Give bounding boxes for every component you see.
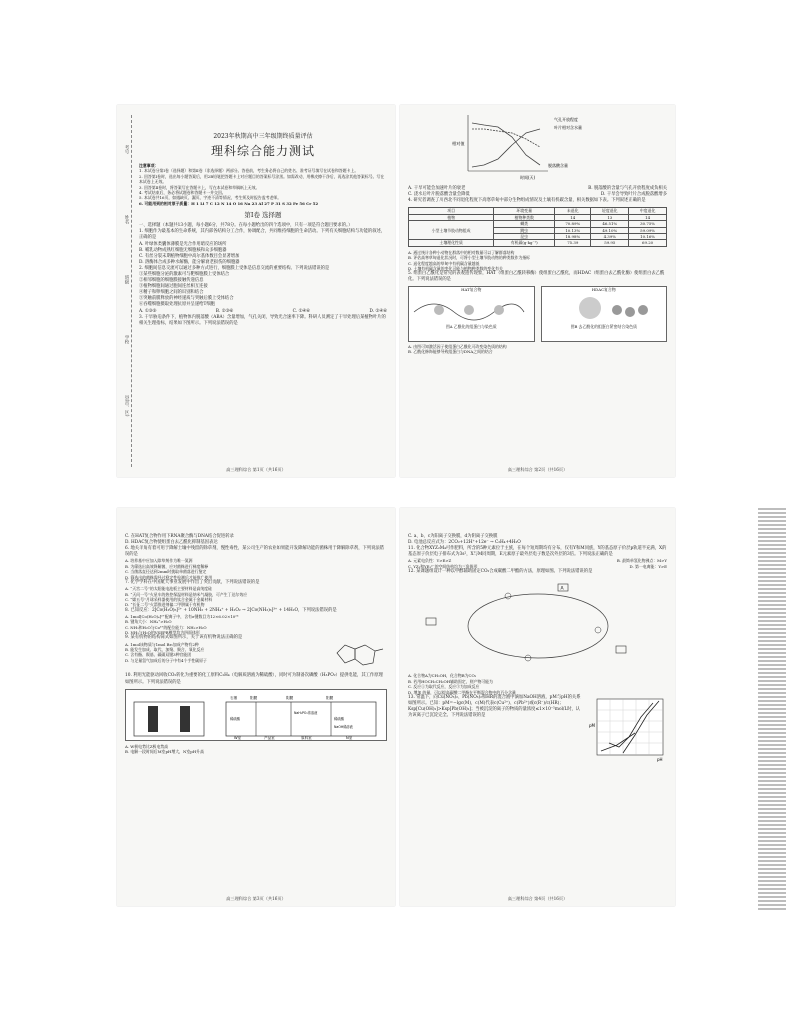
q7-option-c: C. “嫦五号”月球采样器使用的钛合金属于金属材料 <box>125 596 213 602</box>
table-cell: 螨类 <box>494 221 555 227</box>
table-header-cell: 中度退化 <box>629 208 667 214</box>
q3-option-c: C. 浇水后叶片脱落酸含量会降低 <box>408 192 470 198</box>
fig-label: 阳膜 <box>250 695 258 700</box>
question-8: 8. 已知反应：2[Co(H₂O)₆]²⁺ + 10NH₃ + 2NH₄⁺ + H₂O₂ → 2[Co(NH₃)₆]³⁺ + 14H₂O，下列说法错误的是 <box>125 607 337 613</box>
table-cell: 13 <box>591 214 629 220</box>
side-label-exam-no: 考号 <box>124 145 129 154</box>
exam-page-3 <box>117 508 395 906</box>
table-cell: 有机碳(g·kg⁻¹) <box>494 240 555 246</box>
notice-1: 1. 本试卷分第Ⅰ卷（选择题）和第Ⅱ卷（非选择题）两部分。答卷前，考生务必将自己的姓名、准考证号填写在试卷和答题卡上。 <box>139 168 359 174</box>
q10-option-c: C. a、b、c为阳离子交换膜，d为阴离子交换膜 <box>408 534 498 539</box>
q2-item-5: ⑤突触前膜释放的神经递质与突触后膜上受体结合 <box>139 296 234 302</box>
bond-line <box>375 649 383 651</box>
fig-label: 原料室 <box>301 735 312 740</box>
q9-structure-diagram <box>327 635 387 673</box>
fig-label: 阴膜 <box>286 695 294 700</box>
histone-shape <box>464 305 474 315</box>
table-cell: 土壤理化性质 <box>409 240 494 246</box>
q3-line-chart <box>408 109 667 183</box>
exam-title: 理科综合能力测试 <box>210 144 315 158</box>
q9-text-column <box>117 635 327 673</box>
q6-option-a: A. 培养基中应加入除草剂作为唯一氮源 <box>125 558 193 564</box>
electrolysis-cell <box>226 702 376 736</box>
ce-catalyst <box>505 593 511 599</box>
page-footer: 高三理科综合 第2页（共16页） <box>507 467 568 472</box>
histone-shape <box>612 305 622 315</box>
binding-line <box>131 115 132 467</box>
q6-option-d: D. 筛选出的菌株需经过稳定性检测后才能推广使用 <box>125 574 213 580</box>
ring-shape <box>355 645 375 665</box>
q2-option-c: C. ①④⑥ <box>292 308 311 314</box>
table-cell: 59.09% <box>629 227 667 233</box>
chart-xlabel: pH <box>657 756 663 762</box>
box-b <box>426 618 436 625</box>
question-13: 13. 常温下，向Cu(NO₃)₂、Pb(NO₃)₂和HR的混合液中滴加NaOH溶液，pM与pH的关系如图所示。已知：pM=−lgc(M)，c(M)代表c(Cu²⁺)、c(Pb²⁺)或c(R⁻)/c(HR)；Ksp[Cu(OH)₂]>Ksp[Pb(OH)₂]；当被沉淀的离子的物质的量浓度≤1×10⁻⁵mol/L时，认为该离子已沉淀完全。下列说法错误的是 <box>408 694 581 719</box>
table-header-cell: 环境变量 <box>494 208 555 214</box>
histone-shape <box>434 305 444 315</box>
legend-aba: 脱落酸含量 <box>548 163 568 168</box>
table-cell: 75.39 <box>555 240 591 246</box>
q5-option-c: C. 在HAT复合物作用下RNA聚合酶与DNA结合促进转录 <box>125 534 234 539</box>
fig-label: N室 <box>346 735 353 740</box>
legend-stomata: 气孔开放程度 <box>554 117 578 122</box>
answer-grid-strip <box>758 506 786 910</box>
fig-label: 稀硫酸 <box>230 716 241 721</box>
legend-water: 叶片相对含水量 <box>554 125 582 130</box>
table-header-cell: 项目 <box>409 208 494 214</box>
figure-b-svg <box>542 292 662 324</box>
q4-option-c: C. 退化程度越高的草甸中有机碳含量越低 <box>408 260 480 266</box>
fig-label: 阳膜 <box>326 695 334 700</box>
figure-a-caption: 图A 乙酰化的组蛋白与染色质 <box>445 323 497 329</box>
notice-4: 4. 考试结束后，务必将试题卷和答题卡一并交回。 <box>139 190 226 196</box>
q4-option-d: D. 土壤有机碳含量的变化可能与植物种类数的变化有关 <box>408 265 503 271</box>
q12-option-c: C. 反应①为取代反应，反应③为加成反应 <box>408 684 480 690</box>
ce-catalyst <box>595 627 601 633</box>
q7-option-d: D. “长征二号”火箭推进剂偏二甲肼属于有机物 <box>125 602 205 608</box>
q1-option-a: A. 叶绿体类囊体薄膜是光合作用暗反应的场所 <box>139 241 227 247</box>
page-footer: 高三理科综合 第4页（共16页） <box>507 896 568 901</box>
q12-option-d: D. 增加 的量，可以提高碳酸二甲酯在平衡混合物中的百分含量 <box>408 689 516 695</box>
figure-b-caption: 图B 去乙酰化的组蛋白紧密结合染色质 <box>570 323 637 329</box>
q10-option-d: D. 电池总反应式为：2CO₂+12H⁺+12e⁻ → C₂H₄+4H₂O <box>408 540 521 546</box>
q9-option-b: B. 能发生加成、取代、加聚、聚合、氧化反应 <box>125 646 205 652</box>
q3-option-d: D. 干旱会导致叶片合成脱落酸增多 <box>600 192 667 198</box>
fig-label: 产品室 <box>264 735 275 740</box>
table-cell: 4.39% <box>591 233 629 239</box>
q12-reaction-cycle <box>408 578 667 670</box>
q2-option-d: D. ②④⑥ <box>369 308 387 314</box>
chart-ylabel: 相对值 <box>452 141 465 146</box>
q1-option-c: C. 有丝分裂末期植物细胞中高尔基体数目会显著增加 <box>139 253 240 259</box>
notice-3: 3. 回答第Ⅱ卷时，将答案写在答题卡上，写在本试卷和草稿纸上无效。 <box>139 184 260 190</box>
chart-xlabel: 时间(天) <box>520 175 536 180</box>
table-cell: 植物 <box>409 214 494 220</box>
question-6: 6. 地关羊角有着可用于降解土壤中残留的除草剂，慢性毒性，某公司生产的农业如果能开发降解功能的菌株用于降解除草剂，下列说法错误的是 <box>125 546 384 558</box>
figure-b-label: HDAC复合物 <box>591 286 616 292</box>
page-footer: 高三理科综合 第3页（共16页） <box>226 896 286 901</box>
battery-cell <box>134 702 204 736</box>
q4-option-b: B. 评估高寒草甸退化状况时，可将小型土壤节肢动物的种类数作为指标 <box>408 255 531 261</box>
q9-option-c: C. 含有酯、羰基、碳碳双键3种官能团 <box>125 652 192 658</box>
q11-option-b: B. 最简单氢化物沸点：M>Y <box>616 558 667 564</box>
histone-shape <box>494 305 504 315</box>
electrode <box>180 706 190 732</box>
box-a-label: A <box>560 586 564 592</box>
table-cell: 18.98% <box>555 233 591 239</box>
page-footer: 高三理科综合 第1页（共16页） <box>226 467 286 472</box>
q5-figures <box>408 286 667 342</box>
side-label-county: 县(市、区) <box>124 395 129 417</box>
q5-option-b: B. 乙酰化修饰能够导致组蛋白与DNA之间的结合 <box>408 348 493 354</box>
q1-option-d: D. 溶酶体合成多种水解酶，能分解衰老损伤的细胞器 <box>139 259 240 265</box>
table-cell: 59.95 <box>591 240 629 246</box>
side-label-name: 姓名 <box>124 215 129 224</box>
q10-option-b: B. 电解一段时间后M室pH增大，N室pH升高 <box>125 749 204 755</box>
table-cell: 14 <box>555 214 591 220</box>
q3-option-b: B. 脱落酸的含量与气孔开放程度成负相关 <box>588 186 667 191</box>
question-10: 10. 利用光能驱动回收CO₂转化为重要的化工原料C₂H₄（电解质溶液为稀硫酸），同时可为制备次磷酸（H₃PO₂）提供电能，其工作原理如图所示。下列说法错误的是 <box>125 673 383 685</box>
q10-diagram-svg <box>126 690 386 740</box>
q4-table <box>408 207 667 246</box>
figure-b-deacetylation <box>541 286 668 342</box>
q5-option-a: A. 由图可知激活因子使组蛋白乙酰化可改变染色质的结构 <box>408 343 507 349</box>
fig-label: NaH₂PO₂浓溶液 <box>294 710 318 715</box>
exam-page-4 <box>400 508 675 906</box>
section-intro: 一、选择题（本题共13小题，每小题6分，共78分。在每小题给出的四个选项中，只有一项是符合题目要求的。） <box>139 223 353 229</box>
q5-option-d: D. HDAC复合物使组蛋白去乙酰化抑制基因表达 <box>125 540 218 546</box>
q11-option-d: D. 第一电离能：Y>E <box>629 563 667 569</box>
q10-option-a: A. W极电势比Z极电势高 <box>125 743 169 749</box>
question-12: 12. 某课题组设计一种以甲醇辅助固定CO₂合成碳酸二甲酯的方法，原理如图。下列说法错误的是 <box>408 569 593 575</box>
notice-6: 6. 可能用到的相对原子质量：H 1 Li 7 C 12 N 14 O 16 Na 23 Al 27 P 31 S 32 Fe 56 Cr 52 <box>139 200 319 206</box>
table-cell: 小型土壤节肢动物组成 <box>409 221 494 240</box>
figure-a-label: HAT复合物 <box>461 286 482 292</box>
q2-item-3: ③植物细胞间通过胞间连丝相互连接 <box>139 284 208 290</box>
q4-option-a: A. 通过统计各种小动物在群落中的相对数量可以了解群落结构 <box>408 249 515 255</box>
question-9: 9. 某有机物的结构简式如图所示，关于该有机物说法正确的是 <box>125 635 243 641</box>
question-5: 5. 组蛋白乙酰化是常见的表观遗传现象，HAT（组蛋白乙酰转移酶）使组蛋白乙酰化，而HDAC（组蛋白去乙酰化酶）使组蛋白去乙酰化。下列说法错误的是 <box>408 271 665 283</box>
q8-option-a: A. 1mol[Co(H₂O)₆]²⁺配离子中，含有σ键数目为12×6.02×10²³ <box>125 613 239 619</box>
q10-electrolysis-diagram <box>125 689 387 741</box>
question-11: 11. 化合物XYZ₂M₄可作肥料，所含的5种元素位于主族，在每个短周期均有分布，仅有Y和M同族，Y的基态原子价层p轨道半充满，X的基态原子价层电子排布式为3s²，X与M同周期，E元素原子最外层电子数是次外层的3倍。下列说法正确的是 <box>408 546 667 558</box>
fig-label: NaOH稀溶液 <box>334 724 353 729</box>
table-cell: 植物种类数 <box>494 214 555 220</box>
side-label-class: 班级 <box>124 275 129 284</box>
q2-item-2: ②相邻细胞的细胞膜接触传递信息 <box>139 278 204 284</box>
table-cell: 30.75% <box>629 221 667 227</box>
q8-option-d: D. NH₃与H₂O的VSEPR模型均为四面体形 <box>125 630 200 636</box>
q9-option-d: D. 与足量氢气加成后的分子中有4个手性碳原子 <box>125 657 207 663</box>
q11-option-c: C. YZ₂和YE₃²⁻的空间结构均为三角锥形 <box>408 563 478 569</box>
notice-2: 2. 回答第Ⅰ卷时，选出每小题答案后，用2B铅笔把答题卡上对应题目的答案标号涂黑。如需改动，用橡皮擦干净后，再选涂其他答案标号。写在本试卷上无效。 <box>139 173 385 185</box>
q1-option-b: B. 哺乳动物成熟红细胞无细胞核和众多细胞器 <box>139 247 227 253</box>
question-7: 7. 化学学科在中国航天事业发展中作出了突出贡献，下列说法错误的是 <box>125 580 260 585</box>
table-header-cell: 轻度退化 <box>591 208 629 214</box>
table-cell: 跳虫 <box>494 227 555 233</box>
q2-option-b: B. ②③⑥ <box>215 308 234 314</box>
q6-option-c: C. 当菌落直径达到2mm时挑取单菌落进行鉴定 <box>125 569 207 575</box>
table-header-cell: 未退化 <box>555 208 591 214</box>
q7-option-b: B. “天问一号”火星车的热控保温材料是纳米气凝胶，可产生丁达尔效应 <box>125 591 248 597</box>
q3-option-a: A. 干旱可能会加速叶片的衰老 <box>408 186 466 191</box>
q8-option-b: B. 键角大小：NH₄⁺>H₂O <box>125 619 172 625</box>
exam-page-1 <box>117 105 395 477</box>
table-cell: 69.20 <box>629 240 667 246</box>
table-cell: 10.16% <box>629 233 667 239</box>
q13-block <box>400 695 675 763</box>
table-cell: 昆虫 <box>494 233 555 239</box>
side-label-school: 学校 <box>124 335 129 344</box>
box-c <box>616 646 626 653</box>
figure-a-acetylation <box>408 286 535 342</box>
question-4: 4. 研究者调查了川西北不同退化程度下高寒草甸中部分生物组成情况及土壤有机碳含量，相关数据如下表。下列叙述正确的是 <box>408 198 646 204</box>
notice-title: 注意事项： <box>139 163 159 168</box>
q2-item-6: ⑥吞噬细胞摄取处理抗原并呈递给T细胞 <box>139 302 215 308</box>
chart-ylabel: pM <box>589 722 595 728</box>
q7-option-a: A. “天宫二号”的太阳能电池板主要材料是高纯度硅 <box>125 586 213 592</box>
q2-item-1: ①某些细胞分泌的激素可与靶细胞膜上受体结合 <box>139 272 230 277</box>
question-1: 1. 细胞作为最基本的生命系统，其内部各结构分工合作，协调配合，共同维持细胞的生命活动。下列有关细胞结构与功能的叙述，正确的是 <box>139 229 386 241</box>
cycle-ellipse <box>468 594 608 658</box>
q11-option-a: A. 元素电负性：Y>E>Z <box>408 558 452 564</box>
q12-option-a: A. 化合物A为CH₃OH，化合物B为CO₂ <box>408 673 477 679</box>
fig-label: W室 <box>234 735 242 740</box>
table-cell: 46.51% <box>591 221 629 227</box>
table-cell: 14 <box>629 214 667 220</box>
q2-option-a: A. ①③⑤ <box>139 308 157 314</box>
q3-chart-svg <box>408 109 667 183</box>
table-cell: 70.89% <box>555 221 591 227</box>
q9-block <box>117 635 395 673</box>
q8-option-c: C. NH₃和H₂O与Co³⁺的配位能力：NH₃>H₂O <box>125 624 207 630</box>
aba-series-line <box>472 129 540 167</box>
q2-item-4: ④精子和卵细胞之间的识别和结合 <box>139 290 204 296</box>
q12-cycle-svg <box>408 578 667 670</box>
histone-shape <box>625 307 635 317</box>
hdac-shape <box>579 297 601 319</box>
histone-shape <box>638 305 648 315</box>
ring-shape <box>337 645 355 663</box>
exam-page-2 <box>400 105 675 477</box>
question-3: 3. 干旱胁迫条件下，植物体内脱落酸（ABA）含量增加，气孔关闭，导致光合速率下降。科研人员测定了干旱处理后某植物叶片的相关生理指标，结果如下图所示。下列说法错误的是 <box>139 314 386 326</box>
question-2: 2. 细胞间信息交流可以通过多种方式进行，细胞膜上受体是信息交流的重要结构。下列说法错误的是 <box>139 265 330 271</box>
q6-option-b: B. 为筛选出高效降解菌，应对菌株进行梯度稀释 <box>125 563 209 569</box>
section-title: 第Ⅰ卷 选择题 <box>244 211 282 220</box>
q9-option-a: A. 1mol该物质与1mol Br₂加成产物有2种 <box>125 641 199 647</box>
q12-option-b: B. 若用HOCH₂CH₂OH辅助固定，则产物可能为 <box>408 678 493 684</box>
notice-5: 5. 本试卷共16页，如遇缺页、漏页、字迹不清等情况，考生须及时报告监考老师。 <box>139 195 282 201</box>
fig-label: 稀硫酸 <box>334 716 345 721</box>
table-row <box>409 240 667 246</box>
exam-header: 2023年秋期高中三年级期终质量评估 <box>213 133 313 140</box>
q13-pm-ph-chart <box>589 695 667 763</box>
table-cell: 49.10% <box>591 227 629 233</box>
electrode <box>148 706 158 732</box>
fig-label: 石墨 <box>230 695 238 700</box>
figure-a-svg <box>409 292 529 324</box>
table-cell: 10.13% <box>555 227 591 233</box>
